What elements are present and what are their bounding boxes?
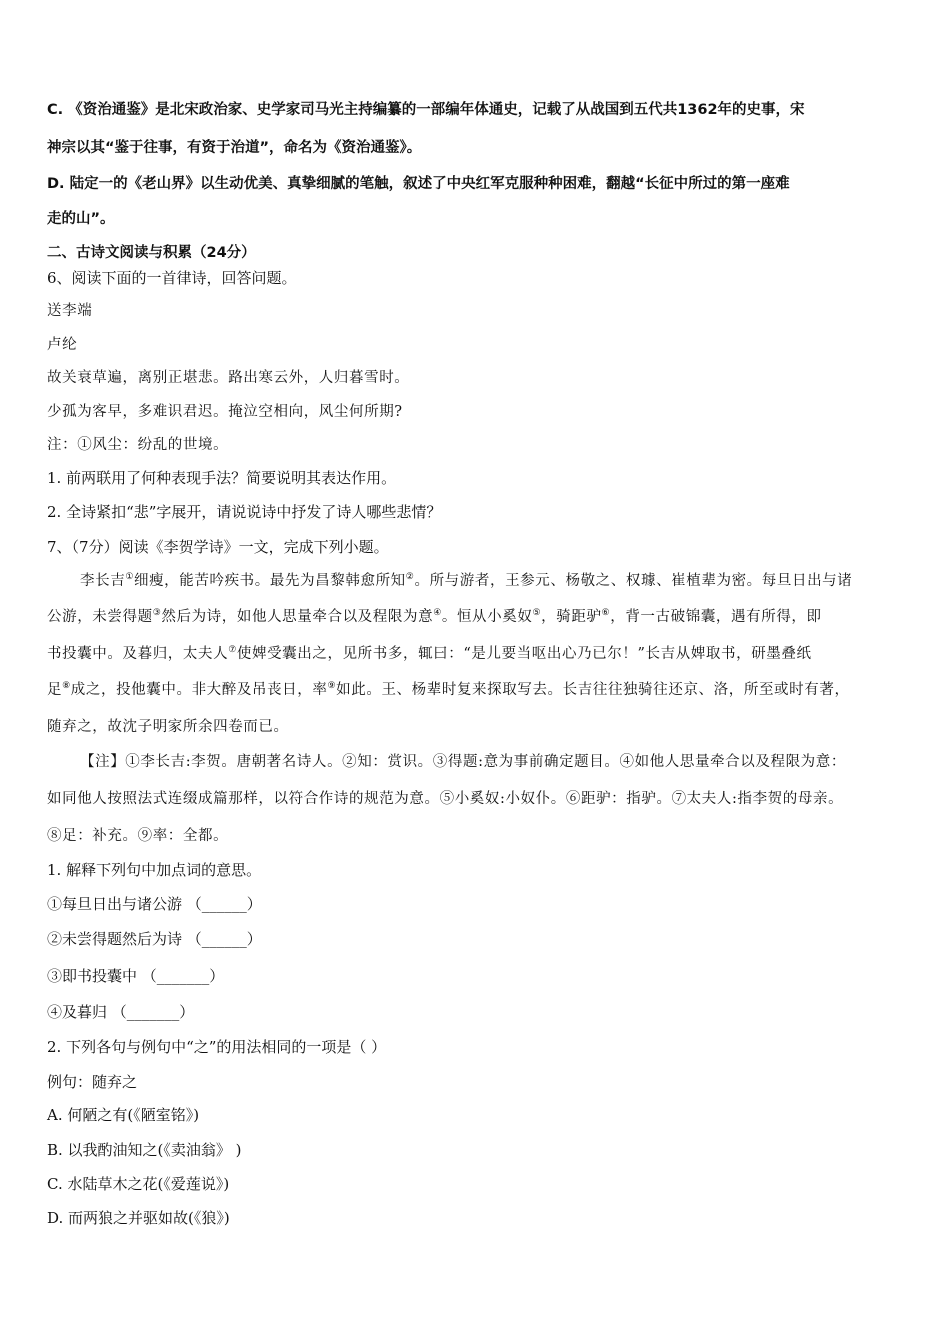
poem-title: 送李端 — [47, 303, 93, 319]
option-d-line2: 走的山”。 — [47, 211, 115, 227]
passage-line: 足⑧成之，投他囊中。非大醉及吊丧日，率⑨如此。王、杨辈时复来探取写去。长吉往往独骑往还京、洛，所至或时有著， — [47, 681, 850, 698]
q7-sub2-option: C. 水陆草木之花(《爱莲说》) — [47, 1175, 230, 1193]
footnote-mark: ⑨ — [327, 681, 337, 692]
q7-sub2-prompt: 2. 下列各句与例句中“之”的用法相同的一项是（ ） — [47, 1038, 387, 1056]
footnote-mark: ③ — [152, 608, 162, 619]
footnote-mark: ② — [405, 572, 415, 583]
passage-line: 李长吉①细瘦，能苦吟疾书。最先为昌黎韩愈所知②。所与游者，王参元、杨敬之、权璩、崔植辈为密。每旦日出与诸 — [80, 572, 853, 589]
footnote-mark: ④ — [433, 608, 442, 619]
passage-line: 公游，未尝得题③然后为诗，如他人思量牵合以及程限为意④。恒从小奚奴⑤，骑距驴⑥，背一古破锦囊，遇有所得，即 — [47, 608, 822, 625]
poet-name: 卢纶 — [47, 337, 78, 353]
footnote-mark: ⑥ — [601, 608, 611, 619]
q7-sub2-option: A. 何陋之有(《陋室铭》) — [47, 1106, 200, 1124]
footnote-mark: ⑧ — [62, 681, 71, 692]
q6-prompt: 6、阅读下面的一首律诗，回答问题。 — [47, 269, 297, 287]
footnote-mark: ⑦ — [228, 645, 237, 656]
option-c-line1: C. 《资治通鉴》是北宋政治家、史学家司马光主持编纂的一部编年体通史，记载了从战国到五代共1362年的史事，宋 — [47, 102, 805, 118]
annotation-line: 【注】①李长吉:李贺。唐朝著名诗人。②知：赏识。③得题:意为事前确定题目。④如他人思量牵合以及程限为意： — [80, 754, 846, 770]
q6-sub2: 2. 全诗紧扣“悲”字展开，请说说诗中抒发了诗人哪些悲情？ — [47, 503, 442, 521]
q7-sub2-option: D. 而两狼之并驱如故(《狼》) — [47, 1209, 230, 1227]
footnote-mark: ① — [125, 572, 134, 583]
poem-line: 少孤为客早，多难识君迟。掩泣空相向，风尘何所期? — [47, 404, 403, 420]
q6-sub1: 1. 前两联用了何种表现手法？简要说明其表达作用。 — [47, 469, 397, 487]
annotation-line: ⑧足：补充。⑨率：全都。 — [47, 828, 229, 844]
poem-note: 注：①风尘：纷乱的世境。 — [47, 437, 229, 453]
q7-sub2-example: 例句：随弃之 — [47, 1073, 138, 1091]
q7-sub1-item: ①每旦日出与诸公游 （______） — [47, 895, 262, 913]
passage-line: 随弃之，故沈子明家所余四卷而已。 — [47, 719, 289, 735]
option-d-line1: D. 陆定一的《老山界》以生动优美、真挚细腻的笔触，叙述了中央红军克服种种困难，翻越“长征中所过的第一座难 — [47, 176, 790, 192]
q7-sub1-prompt: 1. 解释下列句中加点词的意思。 — [47, 861, 262, 879]
option-c-line2: 神宗以其“鉴于往事，有资于治道”，命名为《资治通鉴》。 — [47, 140, 422, 156]
q7-sub2-option: B. 以我酌油知之(《卖油翁》 ) — [47, 1141, 242, 1159]
q7-sub1-item: ③即书投囊中 （_______） — [47, 967, 225, 985]
q7-sub1-item: ④及暮归 （_______） — [47, 1003, 195, 1021]
footnote-mark: ⑤ — [532, 608, 542, 619]
q7-prompt: 7、（7分）阅读《李贺学诗》一文，完成下列小题。 — [47, 538, 389, 556]
annotation-line: 如同他人按照法式连缀成篇那样，以符合作诗的规范为意。⑤小奚奴:小奴仆。⑥距驴：指驴。⑦太夫人:指李贺的母亲。 — [47, 791, 844, 807]
q7-sub1-item: ②未尝得题然后为诗 （______） — [47, 930, 262, 948]
passage-line: 书投囊中。及暮归，太夫人⑦使婢受囊出之，见所书多，辄曰：“是儿要当呕出心乃已尔！”长吉从婢取书，研墨叠纸 — [47, 645, 812, 662]
poem-line: 故关衰草遍，离别正堪悲。路出寒云外，人归暮雪时。 — [47, 370, 410, 386]
section-heading: 二、古诗文阅读与积累（24分） — [47, 245, 256, 261]
